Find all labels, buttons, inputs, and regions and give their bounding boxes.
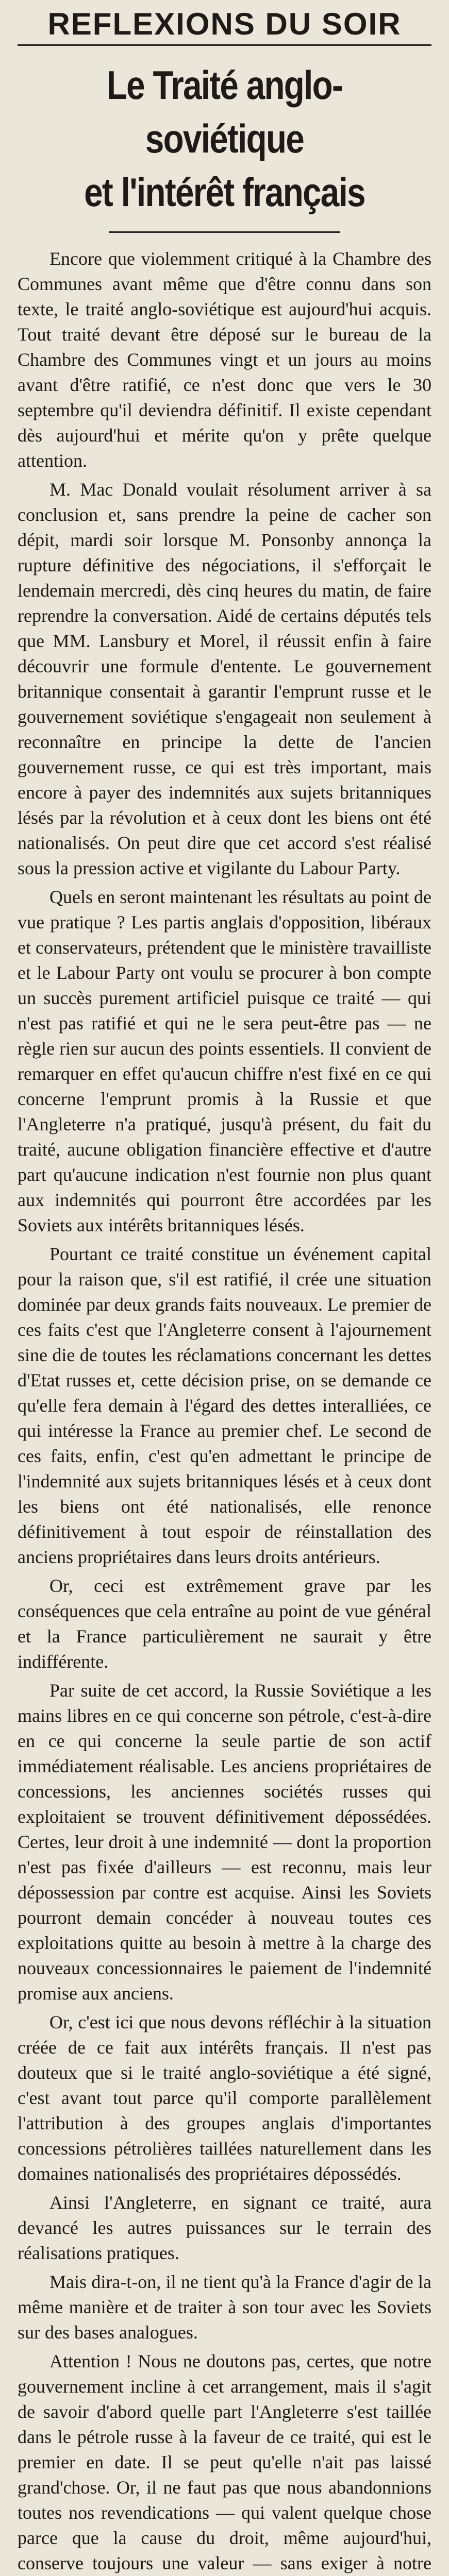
paragraph-7: Or, c'est ici que nous devons réfléchir à la situation créée de ce fait aux intérêts français. Il n'est pas douteux que si le traité anglo-soviétique a été signé, c'est avant tout parce qu'il comporte parallèlement l'attribution à des groupes anglais d'importantes concessions pétrolières taillées naturellement dans les domaines nationalisés des propriétaires dépossédés.: [18, 2012, 431, 2184]
paragraph-4: Pourtant ce traité constitue un événement capital pour la raison que, s'il est ratifié, il crée une situation dominée par deux grands faits nouveaux. Le premier de ces faits c'est que l'Angleterre consent à l'ajournement sine die de toutes les réclamations concernant les dettes d'Etat russes et, cette décision prise, on se demande ce qu'elle fera demain à l'égard des dettes interalliées, ce qui intéresse la France au premier chef. Le second de ces faits, enfin, c'est qu'en admettant le principe de l'indemnité aux sujets britanniques lésés et à ceux dont les biens ont été nationalisés, elle renonce définitivement à tout espoir de réinstallation des anciens propriétaires dans leurs droits antérieurs.: [18, 1244, 431, 1567]
paragraph-5: Or, ceci est extrêmement grave par les conséquences que cela entraîne au point de vue général et la France particulièrement ne saurait y être indifférente.: [18, 1575, 431, 1672]
section-header: REFLEXIONS DU SOIR: [18, 7, 431, 46]
headline: [51, 58, 398, 219]
paragraph-2: M. Mac Donald voulait résolument arriver à sa conclusion et, sans prendre la peine de cacher son dépit, mardi soir lorsque M. Ponsonby annonça la rupture définitive des négociations, il s'efforçait le lendemain mercredi, dès cinq heures du matin, de faire reprendre la conversation. Aidé de certains députés tels que MM. Lansbury et Morel, il réussit enfin à faire découvrir une formule d'entente. Le gouvernement britannique consentait à garantir l'emprunt russe et le gouvernement soviétique s'engageait non seulement à reconnaître en principe la dette de l'ancien gouvernement russe, ce qui est très important, mais encore à payer des indemnités aux sujets britanniques lésés par la révolution et à ceux dont les biens ont été nationalisés. On peut dire que cet accord s'est réalisé sous la pression active et vigilante du Labour Party.: [18, 479, 431, 878]
paragraph-8: Ainsi l'Angleterre, en signant ce traité, aura devancé les autres puissances sur le terrain des réalisations pratiques.: [18, 2192, 431, 2263]
paragraph-3: Quels en seront maintenant les résultats au point de vue pratique ? Les partis anglais d'opposition, libéraux et conservateurs, prétendent que le ministère travailliste et le Labour Party ont voulu se procurer à bon compte un succès purement artificiel puisque ce traité — qui n'est pas ratifié et qui ne le sera peut-être pas — ne règle rien sur aucun des points essentiels. Il convient de remarquer en effet qu'aucun chiffre n'est fixé en ce qui concerne l'emprunt promis à la Russie et que l'Angleterre n'a pratiqué, jusqu'à présent, du fait du traité, aucune obligation financière effective et d'autre part qu'aucune indication n'est fournie non plus quant aux indemnités qui pourront être accordées par les Soviets aux intérêts britanniques lésés.: [18, 887, 431, 1235]
paragraph-6: Par suite de cet accord, la Russie Soviétique a les mains libres en ce qui concerne son pétrole, c'est-à-dire en ce qui concerne la seule partie de son actif immédiatement réalisable. Les anciens propriétaires de concessions, les anciennes sociétés russes qui exploitaient se trouvent définitivement dépossédées. Certes, leur droit à une indemnité — dont la proportion n'est pas fixée d'ailleurs — est reconnu, mais leur dépossession par contre est acquise. Ainsi les Soviets pourront demain concéder à nouveau toutes ces exploitations quitte au besoin à mettre à la charge des nouveaux concessionnaires le paiement de l'indemnité promise aux anciens.: [18, 1680, 431, 2004]
paragraph-9: Mais dira-t-on, il ne tient qu'à la France d'agir de la même manière et de traiter à son tour avec les Soviets sur des bases analogues.: [18, 2272, 431, 2343]
paragraph-1: Encore que violemment critiqué à la Chambre des Communes avant même que d'être connu dans son texte, le traité anglo-soviétique est aujourd'hui acquis. Tout traité devant être déposé sur le bureau de la Chambre des Communes vingt et un jours au moins avant d'être ratifié, ce n'est donc que vers le 30 septembre qu'il deviendra définitif. Il existe cependant dès aujourd'hui et mérite qu'on y prête quelque attention.: [18, 248, 431, 471]
article-body: [18, 246, 431, 2576]
headline-divider: [109, 231, 341, 233]
headline-line-2: et l'intérêt français: [84, 170, 365, 215]
paragraph-10: Attention ! Nous ne doutons pas, certes, que notre gouvernement incline à cet arrangement, mais il s'agit de savoir d'abord quelle part l'Angleterre s'est taillée dans le pétrole russe à la faveur de ce traité, qui est le premier en date. Il se peut qu'elle n'ait pas laissé grand'chose. Or, il ne faut pas que nous abandonnions toutes nos revendications — qui valent quelque chose parce que la cause du droit, même aujourd'hui, conserve toujours une valeur — sans exiger à notre: [18, 2351, 431, 2573]
headline-line-1: Le Traité anglo-soviétique: [106, 62, 343, 161]
